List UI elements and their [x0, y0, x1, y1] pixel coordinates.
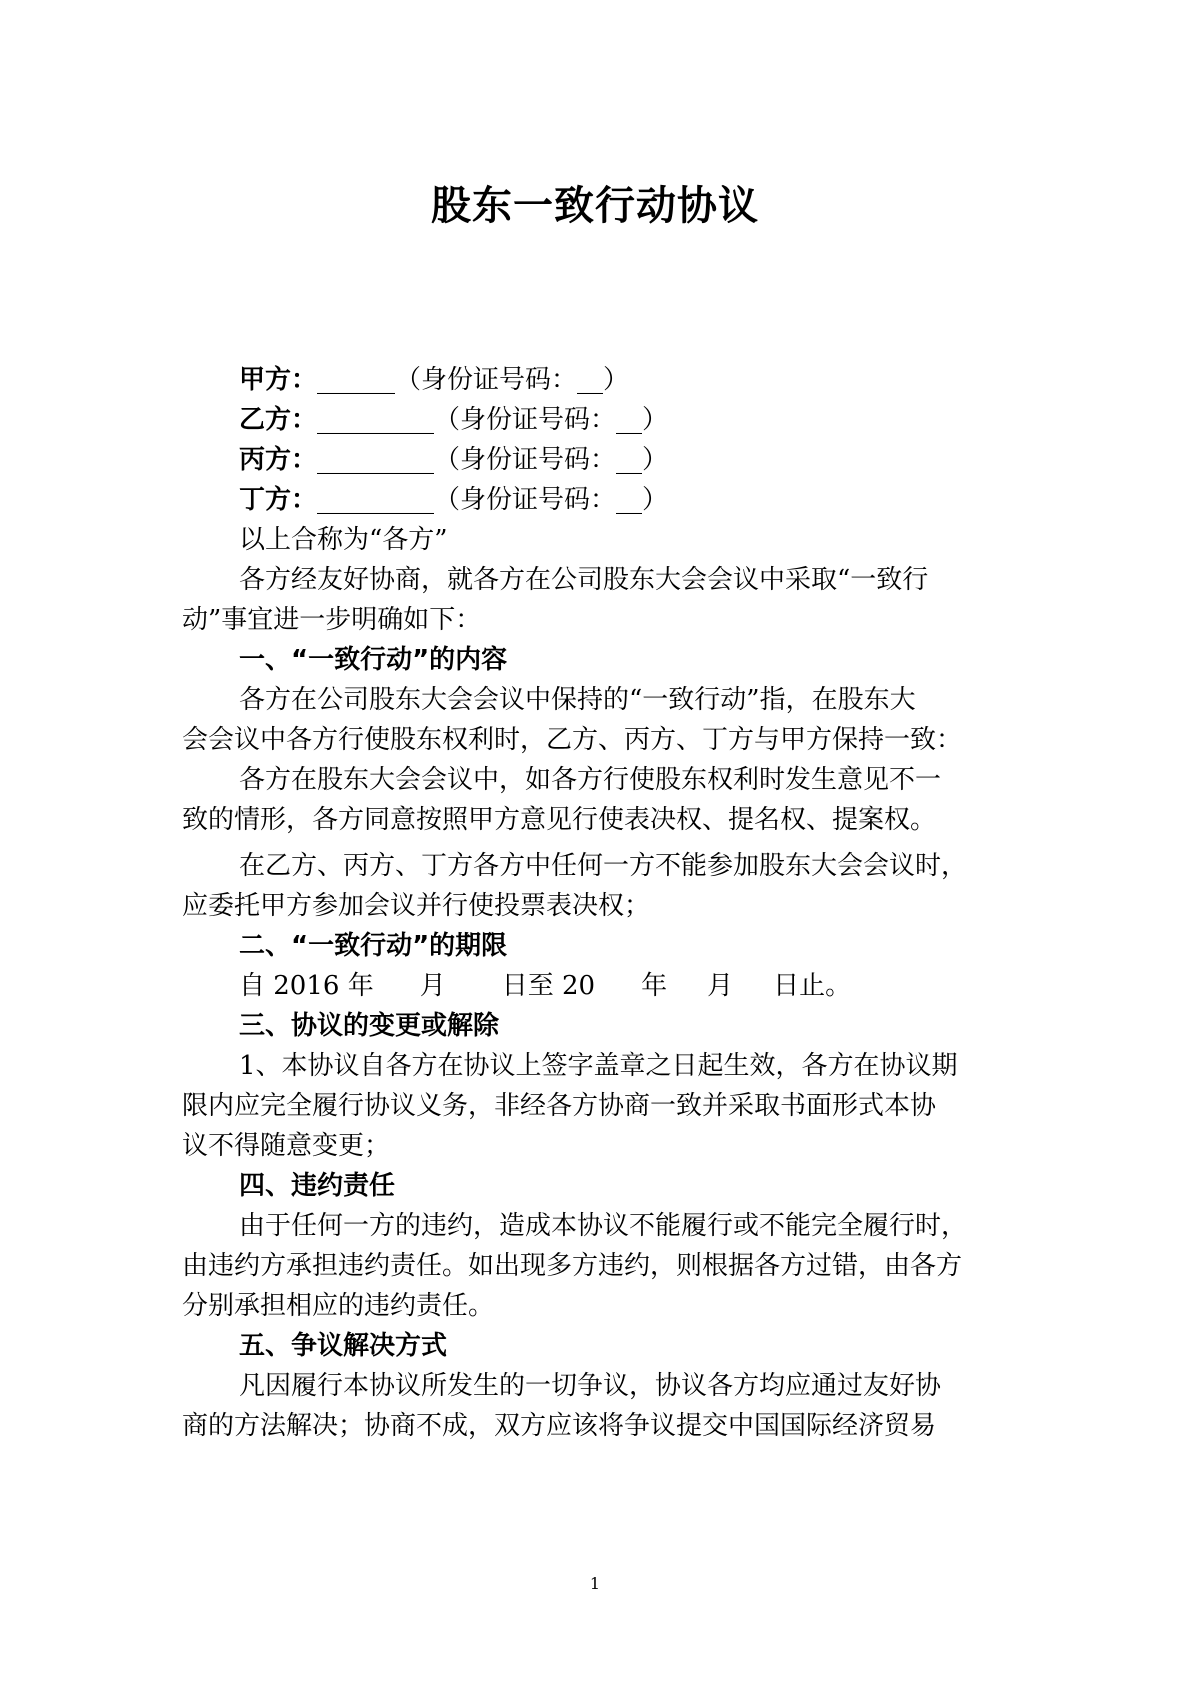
section-3-line-1: 1、本协议自各方在协议上签字盖章之日起生效，各方在协议期 [239, 1051, 958, 1081]
section-2-term-line [182, 966, 1022, 1006]
section-5-line-1: 凡因履行本协议所发生的一切争议，协议各方均应通过友好协 [239, 1371, 942, 1401]
party-a-label: 甲方： [239, 365, 318, 395]
party-d-line [182, 480, 1022, 520]
section-4-heading: 四、违约责任 [239, 1171, 396, 1201]
party-d-label: 丁方： [239, 485, 318, 515]
section-4-line-1: 由于任何一方的违约，造成本协议不能履行或不能完全履行时， [239, 1211, 968, 1241]
party-c-blank: _________（身份证号码：__） [317, 445, 669, 475]
section-1-p2-line-1: 各方在股东大会会议中，如各方行使股东权利时发生意见不一 [239, 765, 942, 795]
section-4-line-3: 分别承担相应的违约责任。 [182, 1291, 495, 1321]
section-4-line-2: 由违约方承担违约责任。如出现多方违约，则根据各方过错，由各方 [182, 1251, 963, 1281]
intro-line-1: 各方经友好协商，就各方在公司股东大会会议中采取“一致行 [239, 565, 929, 595]
section-1-p2-line-2-text: 致的情形，各方同意按照甲方意见行使 [182, 805, 625, 835]
term-end-day: 日止。 [773, 971, 852, 1001]
term-end-year-label: 年 [641, 971, 668, 1001]
party-c-label: 丙方： [239, 445, 318, 475]
party-b-label: 乙方： [239, 405, 318, 435]
section-3-line-3: 议不得随意变更； [182, 1131, 391, 1161]
section-5-line-2: 商的方法解决；协商不成，双方应该将争议提交中国国际经济贸易 [182, 1411, 937, 1441]
term-end-month: 月 [707, 971, 734, 1001]
section-5-heading: 五、争议解决方式 [239, 1331, 448, 1361]
party-c-line [182, 440, 1022, 480]
section-1-p2-line-2 [182, 800, 1022, 846]
section-1-p1-line-2: 会会议中各方行使股东权利时，乙方、丙方、丁方与甲方保持一致： [182, 725, 963, 755]
section-3-line-2: 限内应完全履行协议义务，非经各方协商一致并采取书面形式本协 [182, 1091, 937, 1121]
section-2-heading: 二、“一致行动”的期限 [239, 931, 508, 961]
party-b-blank: _________（身份证号码：__） [317, 405, 669, 435]
party-b-line [182, 400, 1022, 440]
party-a-line [182, 360, 1022, 400]
section-1-p3-line-1: 在乙方、丙方、丁方各方中任何一方不能参加股东大会会议时， [239, 851, 968, 881]
section-1-p3-line-2: 应委托甲方参加会议并行使投票表决权； [182, 891, 651, 921]
document-body [182, 360, 1022, 1446]
collective-name: 以上合称为“各方” [239, 525, 448, 555]
party-a-blank: ______（身份证号码：__） [317, 365, 630, 395]
document-title: 股东一致行动协议 [431, 183, 759, 229]
page-number: 1 [589, 1574, 601, 1593]
section-1-rights-list: 表决权、提名权、提案权。 [624, 805, 937, 835]
section-1-heading: 一、“一致行动”的内容 [239, 645, 508, 675]
section-3-heading: 三、协议的变更或解除 [239, 1011, 500, 1041]
term-start-month: 月 [419, 971, 446, 1001]
section-1-p1-line-1: 各方在公司股东大会会议中保持的“一致行动”指，在股东大 [239, 685, 916, 715]
party-d-blank: _________（身份证号码：__） [317, 485, 669, 515]
term-end-year: 日至 20 [501, 971, 596, 1001]
term-start-year: 自 2016 年 [239, 971, 374, 1001]
intro-line-2: 动”事宜进一步明确如下： [182, 605, 482, 635]
